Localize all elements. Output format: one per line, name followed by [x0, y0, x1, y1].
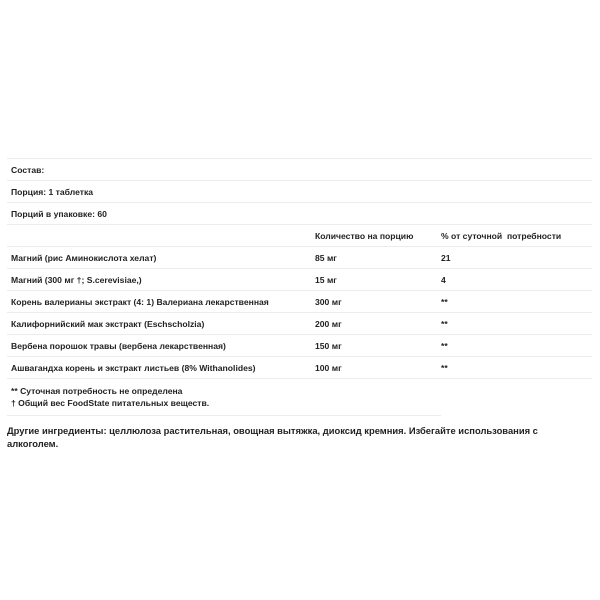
ingredient-name: Корень валерианы экстракт (4: 1) Валериана лекарственная: [7, 291, 311, 313]
ingredient-dv: **: [437, 313, 592, 335]
ingredient-dv: **: [437, 335, 592, 357]
table-row: [7, 203, 592, 225]
footnotes: [7, 379, 441, 416]
ingredient-name: Магний (рис Аминокислота хелат): [7, 247, 311, 269]
table-row: [7, 247, 592, 269]
column-header-dv: % от суточной потребности: [437, 225, 592, 247]
ingredient-amount: 150 мг: [311, 335, 437, 357]
table-row: [7, 357, 592, 379]
supplement-facts-table: [7, 158, 592, 379]
ingredient-name: Вербена порошок травы (вербена лекарственная): [7, 335, 311, 357]
table-row: [7, 159, 592, 181]
ingredient-amount: 15 мг: [311, 269, 437, 291]
column-header-amount: Количество на порцию: [311, 225, 437, 247]
table-row: [7, 335, 592, 357]
ingredient-name: Калифорнийский мак экстракт (Eschscholzia): [7, 313, 311, 335]
table-row: [7, 269, 592, 291]
footnote-dv-not-established: ** Суточная потребность не определена: [11, 386, 183, 396]
column-header-name: [7, 225, 311, 247]
column-header-row: [7, 225, 592, 247]
ingredient-name: Ашвагандха корень и экстракт листьев (8% Withanolides): [7, 357, 311, 379]
table-row: [7, 291, 592, 313]
ingredient-name: Магний (300 мг †; S.cerevisiae,): [7, 269, 311, 291]
serving-size: Порция: 1 таблетка: [7, 181, 592, 203]
ingredient-amount: 300 мг: [311, 291, 437, 313]
ingredient-dv: **: [437, 291, 592, 313]
footnote-foodstate-weight: † Общий вес FoodState питательных веществ.: [11, 398, 210, 408]
supplement-facts: [7, 158, 592, 450]
servings-per-container: Порций в упаковке: 60: [7, 203, 592, 225]
table-row: [7, 313, 592, 335]
ingredient-dv: 4: [437, 269, 592, 291]
ingredient-amount: 85 мг: [311, 247, 437, 269]
other-ingredients: Другие ингредиенты: целлюлоза растительная, овощная вытяжка, диоксид кремния. Избегайте использования с алкоголем.: [7, 425, 538, 449]
ingredient-dv: **: [437, 357, 592, 379]
composition-label: Состав:: [7, 159, 592, 181]
ingredient-dv: 21: [437, 247, 592, 269]
ingredient-amount: 200 мг: [311, 313, 437, 335]
ingredient-amount: 100 мг: [311, 357, 437, 379]
table-row: [7, 181, 592, 203]
